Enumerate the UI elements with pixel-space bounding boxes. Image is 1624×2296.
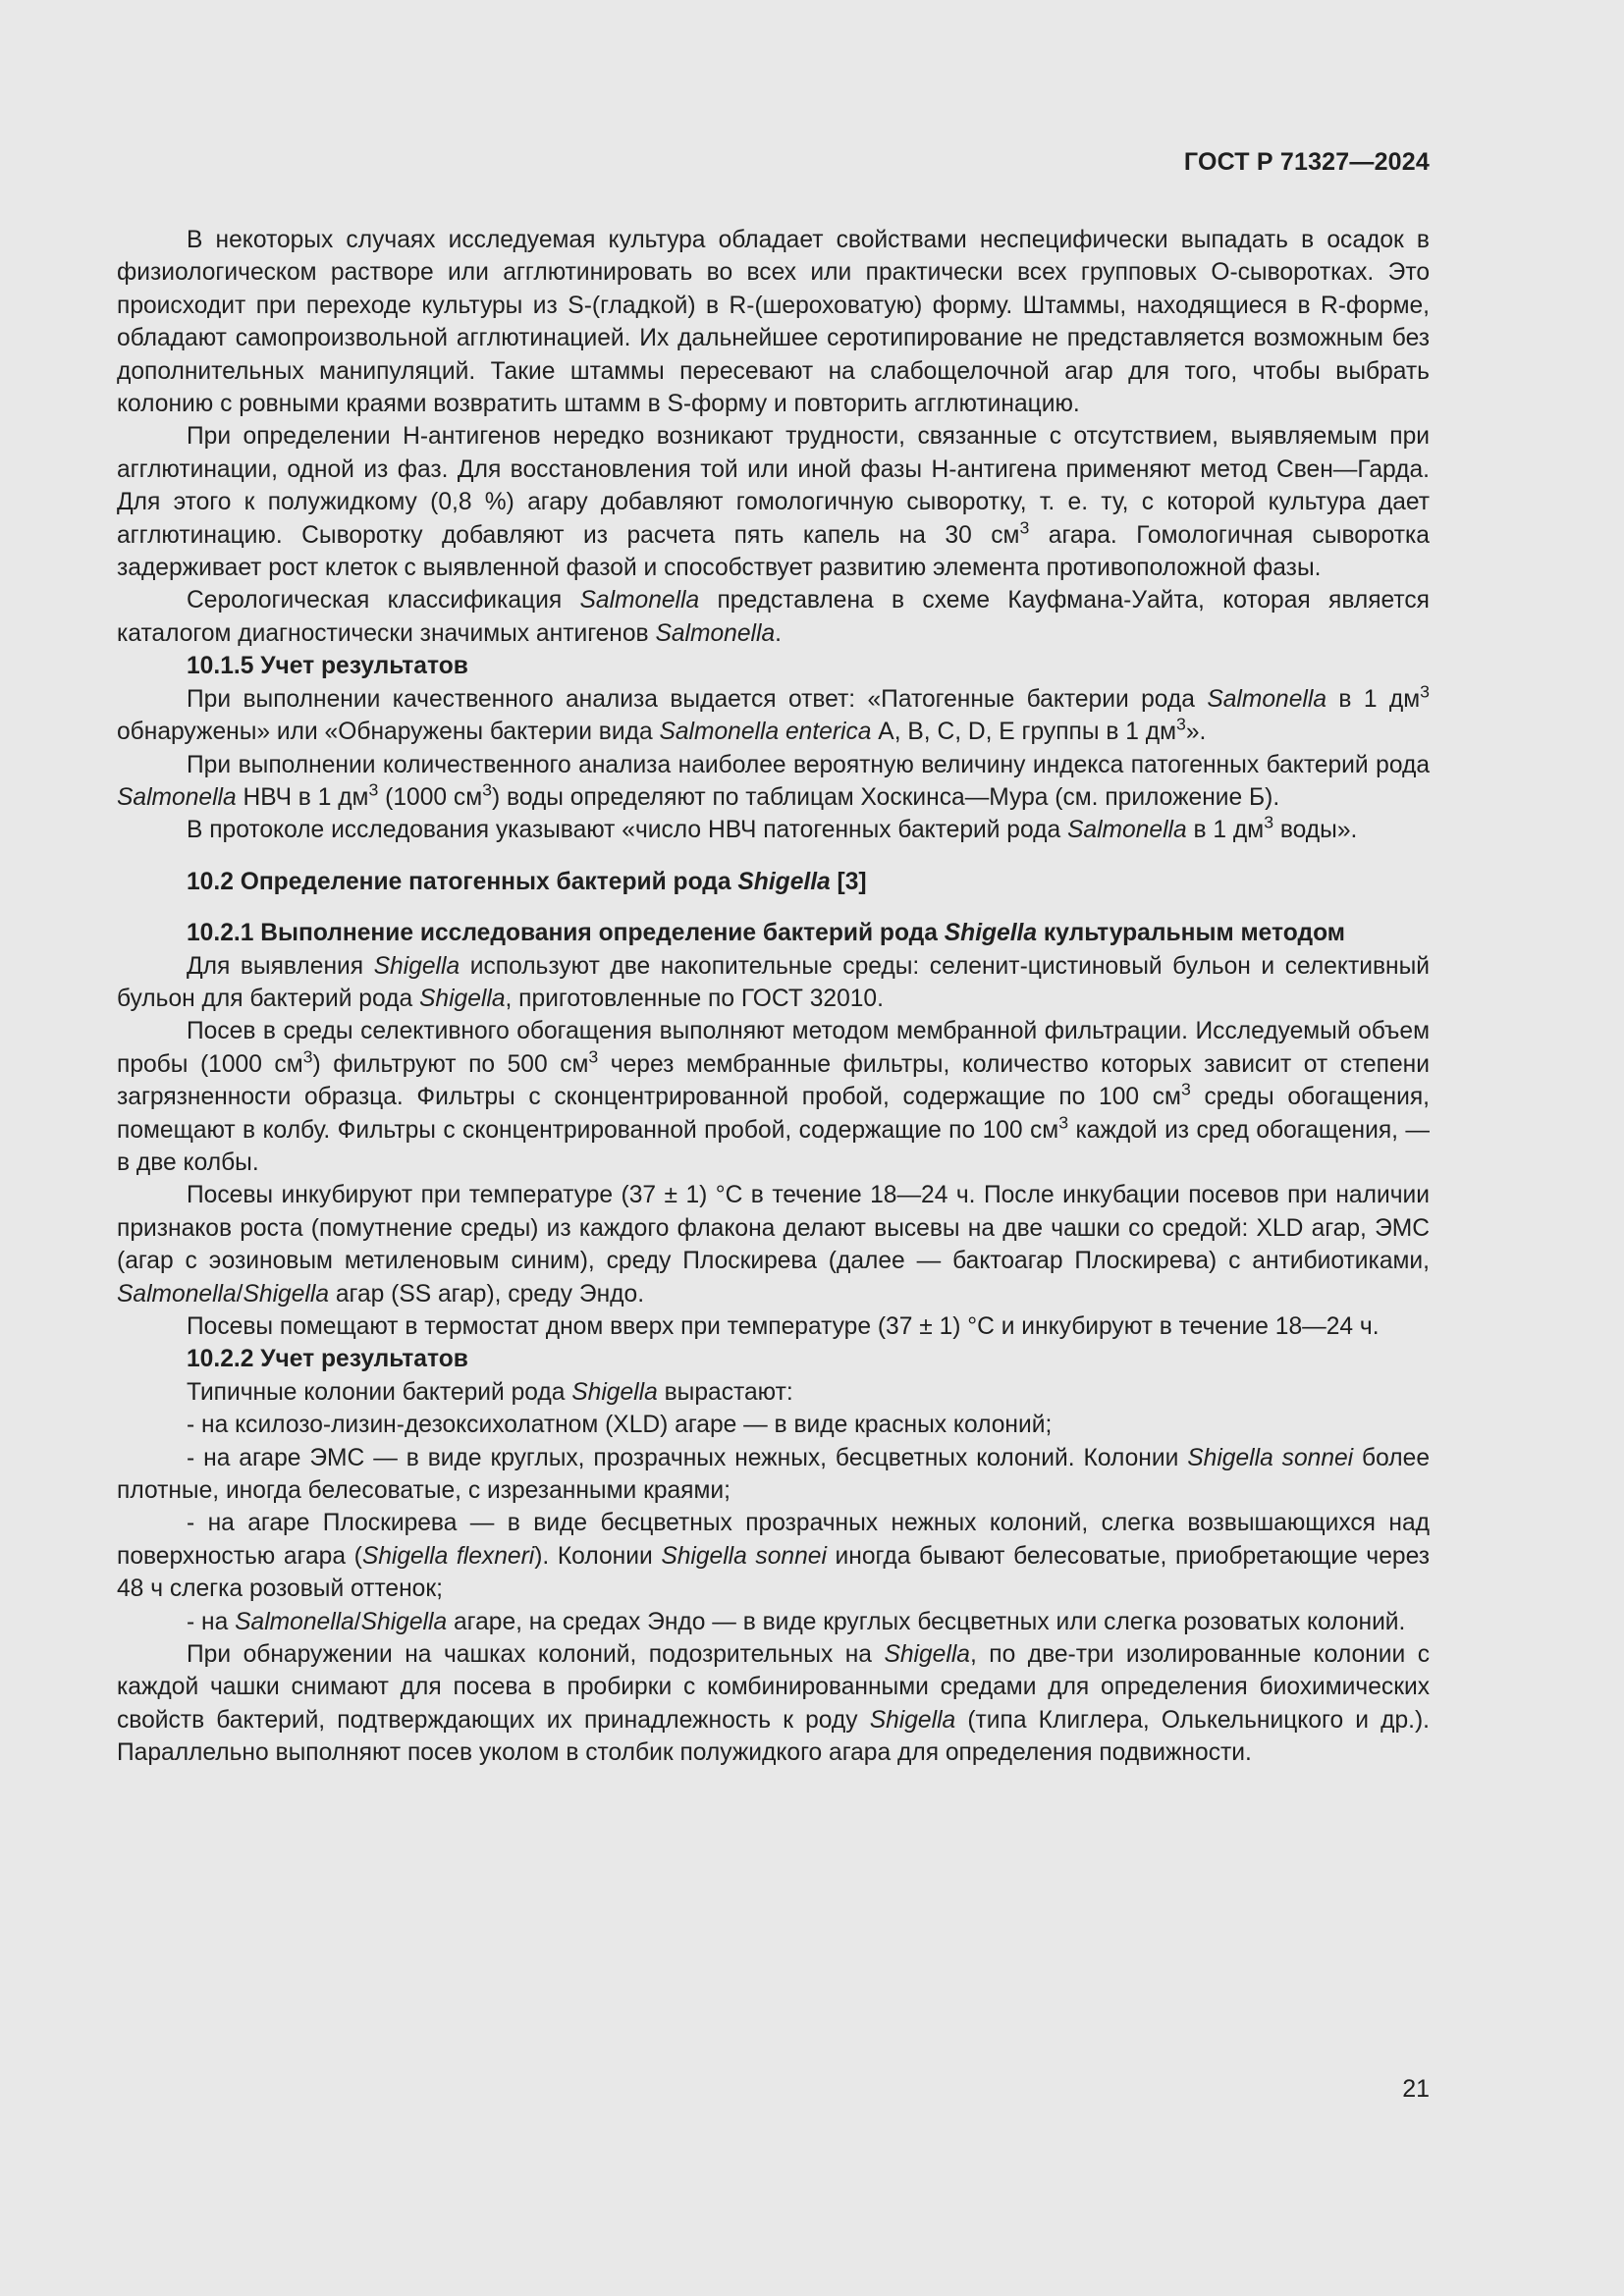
- paragraph-agglutination-rforms: В некоторых случаях исследуемая культура обладает свойствами неспецифически выпадать в осадок в физиологическом растворе или агглютинировать во всех или практически всех групповых О-сыворотках. Это происходит при переходе культуры из S-(гладкой) в R-(шероховатую) форму. Штаммы, находящиеся в R-форме, обладают самопроизвольной агглютинацией. Их дальнейшее серотипирование не представляется возможным без дополнительных манипуляций. Такие штаммы пересевают на слабощелочной агар для того, чтобы выбрать колонию с ровными краями возвратить штамм в S-форму и повторить агглютинацию.: [117, 227, 1430, 418]
- list-item: - на агаре Плоскирева — в виде бесцветных прозрачных нежных колоний, слегка возвышающихся над поверхностью агара (Shigella flexneri). Колонии Shigella sonnei иногда бывают белесоватые, приобретающие через 48 ч слегка розовый оттенок;: [117, 1510, 1431, 1603]
- heading-10-2-2: 10.2.2 Учет результатов: [187, 1346, 468, 1373]
- paragraph-enrichment-media: Для выявления Shigella используют две накопительные среды: селенит-цистиновый бульон и селективный бульон для бактерий рода Shigella, приготовленные по ГОСТ 32010.: [117, 952, 1431, 1012]
- heading-10-2: 10.2 Определение патогенных бактерий рода Shigella [3]: [187, 868, 867, 895]
- paragraph-typical-colonies: Типичные колонии бактерий рода Shigella вырастают:: [187, 1378, 793, 1406]
- list-item: - на агаре ЭМС — в виде круглых, прозрачных нежных, бесцветных колоний. Колонии Shigella sonnei более плотные, иногда белесоватые, с изрезанными краями;: [117, 1444, 1430, 1505]
- list-item: - на ксилозо-лизин-дезоксихолатном (XLD) агаре — в виде красных колоний;: [187, 1412, 1053, 1439]
- heading-10-1-5: 10.1.5 Учет результатов: [187, 653, 468, 680]
- document-body: [117, 224, 1430, 1770]
- paragraph-serological-classification: Серологическая классификация Salmonella представлена в схеме Кауфмана-Уайта, которая является каталогом диагностически значимых антигенов Salmonella.: [117, 587, 1430, 647]
- paragraph-protocol-note: В протоколе исследования указывают «число НВЧ патогенных бактерий рода Salmonella в 1 $дм^3$ воды».: [187, 812, 1358, 844]
- paragraph-membrane-filtration: Посев в среды селективного обогащения выполняют методом мембранной фильтрации. Исследуемый объем пробы (1000 $см^3$) фильтруют по 500 $см^3$ через мембранные фильтры, количество которых зависит от степени загрязненности образца. Фильтры с сконцентрированной пробой, содержащие по 100 $см^3$ среды обогащения, помещают в колбу. Фильтры с сконцентрированной пробой, содержащие по 100 $см^3$ каждой из сред обогащения, — в две колбы.: [117, 1018, 1430, 1176]
- paragraph-h-antigens: При определении Н-антигенов нередко возникают трудности, связанные с отсутствием, выявляемым при агглютинации, одной из фаз. Для восстановления той или иной фазы Н-антигена применяют метод Свен—Гарда. Для этого к полужидкому (0,8 %) агару добавляют гомологичную сыворотку, т. е. ту, с которой культура дает агглютинацию. Сыворотку добавляют из расчета пять капель на 30 $см^3$ агара. Гомологичная сыворотка задерживает рост клеток с выявленной фазой и способствует развитию элемента противоположной фазы.: [117, 423, 1430, 582]
- paragraph-incubation: Посевы инкубируют при температуре (37 ± 1) °С в течение 18—24 ч. После инкубации посевов при наличии признаков роста (помутнение среды) из каждого флакона делают высевы на две чашки со средой: XLD агар, ЭМС (агар с эозиновым метиленовым синим), среду Плоскирева (далее — бактоагар Плоскирева) с антибиотиками, Salmonella/Shigella агар (SS агар), среду Эндо.: [117, 1182, 1430, 1308]
- paragraph-thermostat: Посевы помещают в термостат дном вверх при температуре (37 ± 1) °С и инкубируют в течение 18—24 ч.: [187, 1313, 1380, 1340]
- paragraph-quantitative-result: При выполнении количественного анализа наиболее вероятную величину индекса патогенных бактерий рода Salmonella НВЧ в 1 $дм^3$ (1000 $см^3$) воды определяют по таблицам Хоскинса—Мура (см. приложение Б).: [117, 751, 1430, 811]
- doc-code-header: ГОСТ Р 71327—2024: [1183, 148, 1430, 176]
- page-number: 21: [1402, 2075, 1430, 2103]
- paragraph-qualitative-result: При выполнении качественного анализа выдается ответ: «Патогенные бактерии рода Salmonella в 1 $дм^3$ обнаружены» или «Обнаружены бактерии вида Salmonella enterica А, В, С, D, Е группы в 1 $дм^3$».: [117, 680, 1430, 746]
- list-item: - на Salmonella/Shigella агаре, на средах Эндо — в виде круглых бесцветных или слегка розоватых колоний.: [187, 1608, 1406, 1635]
- heading-10-2-1: 10.2.1 Выполнение исследования определение бактерий рода Shigella культуральным методом: [187, 920, 1345, 947]
- paragraph-biochemical-tests: При обнаружении на чашках колоний, подозрительных на Shigella, по две-три изолированные колонии с каждой чашки снимают для посева в пробирки с комбинированными средами для определения биохимических свойств бактерий, подтверждающих их принадлежность к роду Shigella (типа Клиглера, Олькельницкого и др.). Параллельно выполняют посев уколом в столбик полужидкого агара для определения подвижности.: [117, 1641, 1430, 1767]
